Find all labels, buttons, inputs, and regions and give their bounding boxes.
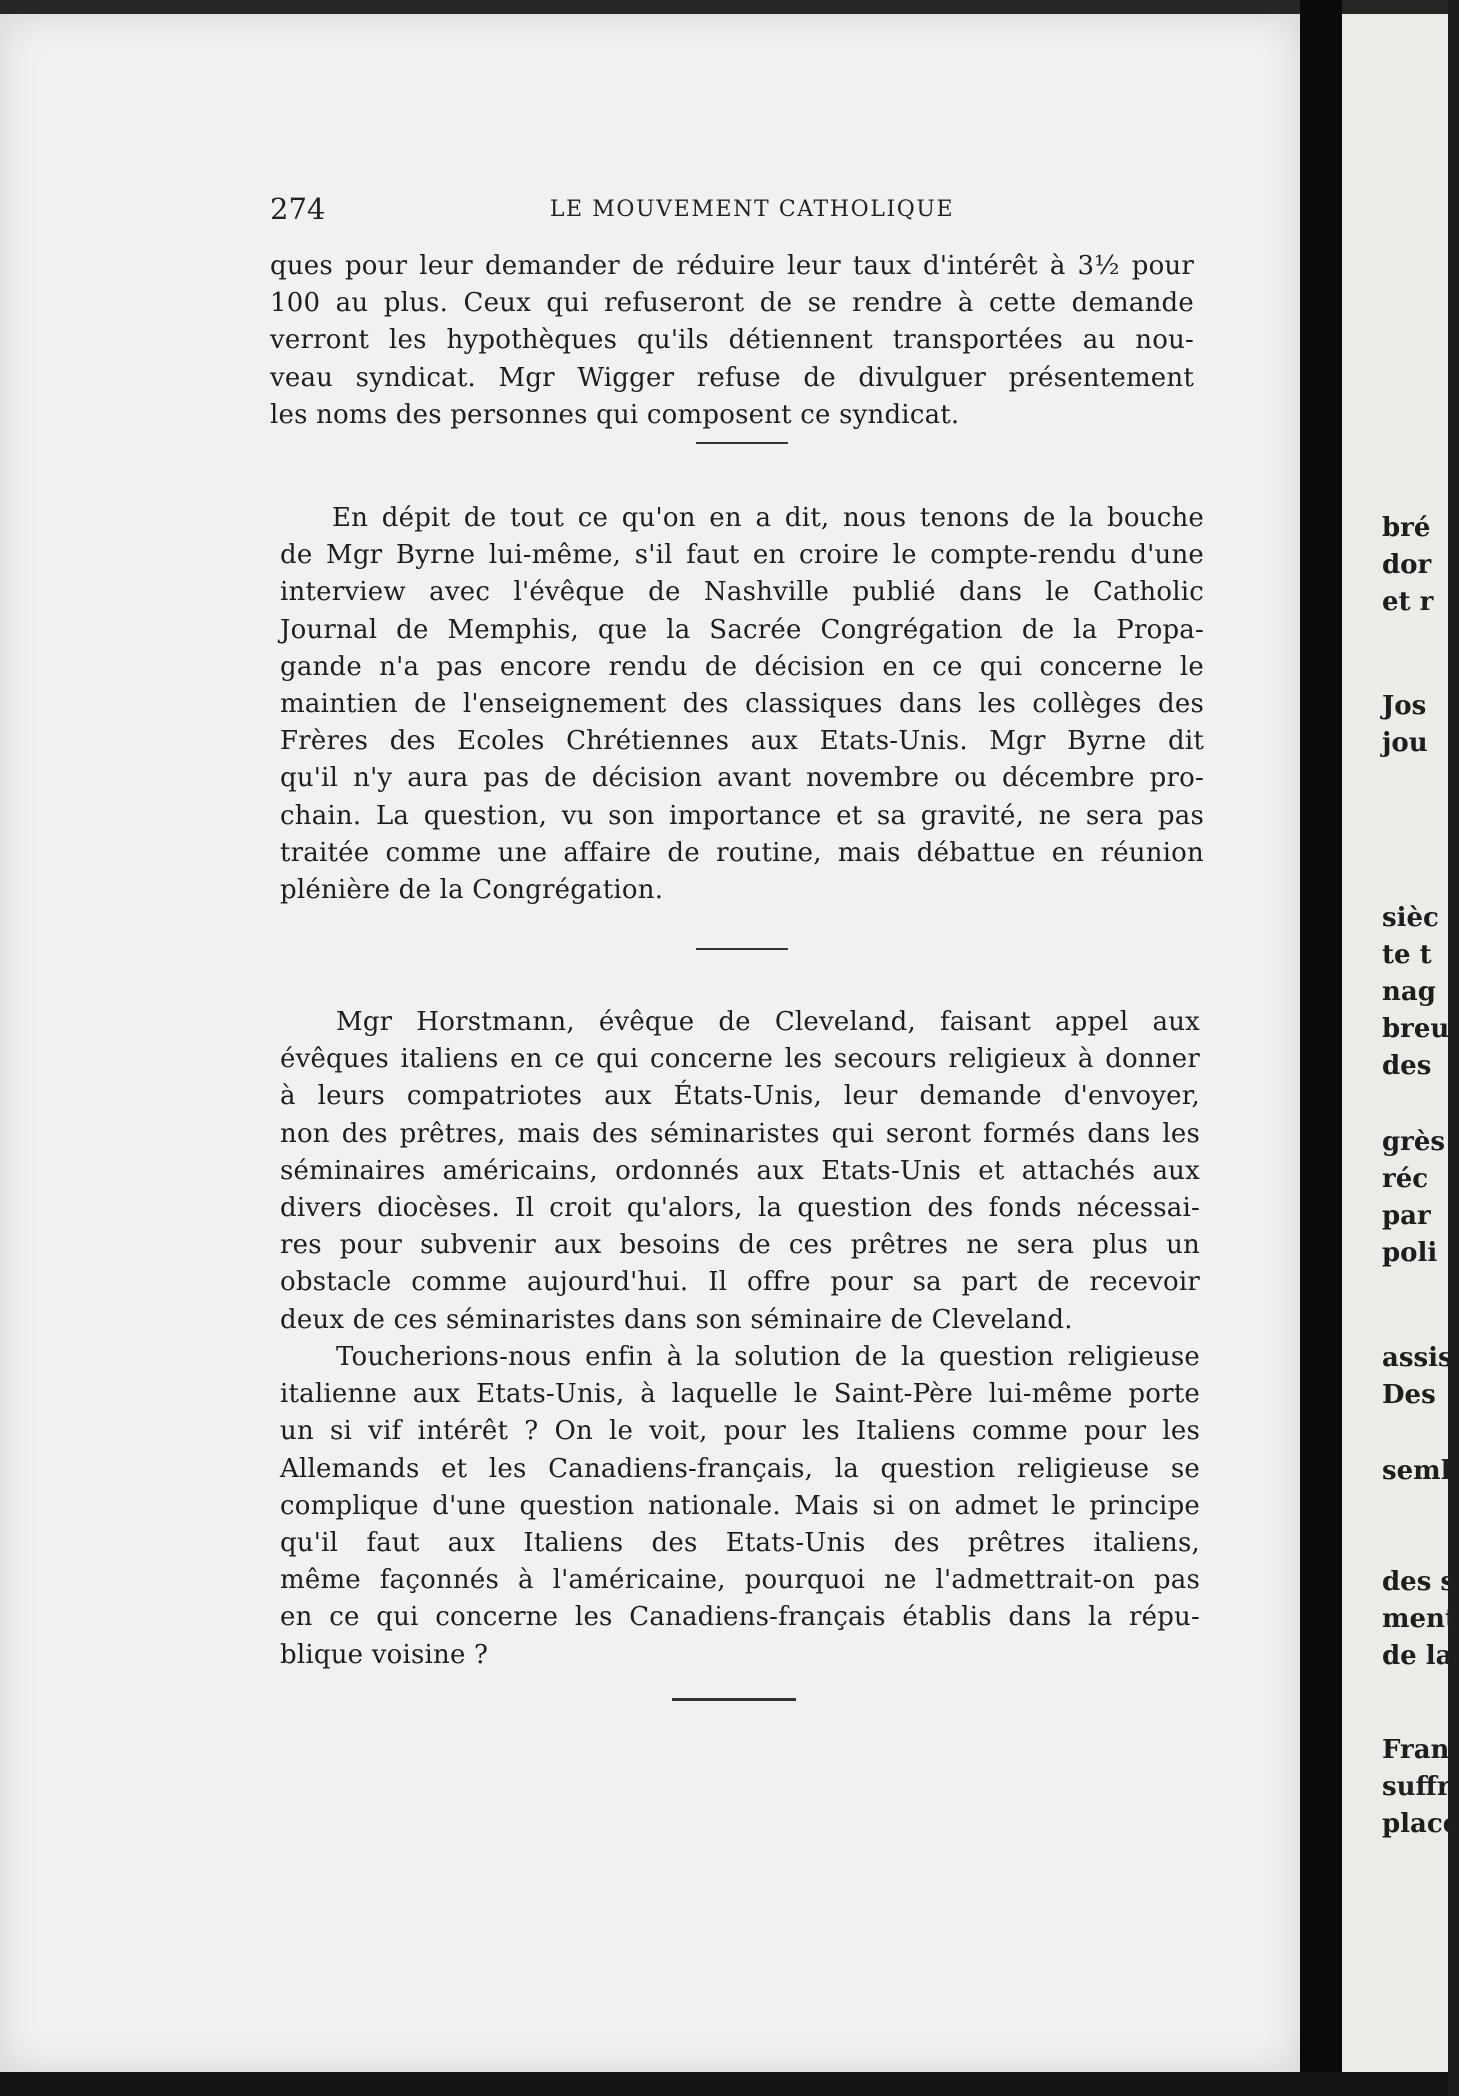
text-line: Allemands et les Canadiens-français, la question religieuse se: [280, 1453, 1200, 1484]
text-fragment: seml: [1382, 1456, 1451, 1486]
text-fragment: breu: [1382, 1014, 1450, 1044]
text-fragment: réc: [1382, 1164, 1429, 1194]
text-line: italienne aux Etats-Unis, à laquelle le Saint-Père lui-même porte: [280, 1379, 1200, 1410]
text-line: un si vif intérêt ? On le voit, pour les Italiens comme pour les: [280, 1416, 1200, 1447]
closing-rule: [672, 1698, 796, 1701]
text-fragment: jou: [1382, 728, 1428, 758]
scan-frame-bottom: [0, 2072, 1448, 2096]
text-line: 100 au plus. Ceux qui refuseront de se rendre à cette demande: [270, 288, 1194, 319]
text-fragment: te t: [1382, 940, 1432, 970]
text-line: blique voisine ?: [280, 1639, 489, 1670]
text-line: Journal de Memphis, que la Sacrée Congrégation de la Propa-: [280, 614, 1204, 645]
text-fragment: Jos: [1382, 691, 1427, 721]
text-fragment: place: [1382, 1809, 1459, 1839]
text-line: même façonnés à l'américaine, pourquoi ne l'admettrait-on pas: [280, 1565, 1200, 1596]
paragraph-4: [280, 1339, 1200, 1674]
text-line: plénière de la Congrégation.: [280, 875, 664, 906]
text-fragment: de la: [1382, 1641, 1453, 1671]
text-line: chain. La question, vu son importance et sa gravité, ne sera pas: [280, 800, 1204, 831]
text-line: évêques italiens en ce qui concerne les secours religieux à donner: [280, 1044, 1200, 1075]
text-line: Toucherions-nous enfin à la solution de la question religieuse: [336, 1342, 1200, 1372]
text-line: obstacle comme aujourd'hui. Il offre pour sa part de recevoir: [280, 1267, 1200, 1298]
book-gutter: [1300, 0, 1342, 2096]
text-fragment: suffr: [1382, 1772, 1451, 1802]
text-fragment: grès: [1382, 1127, 1446, 1157]
text-line: interview avec l'évêque de Nashville publié dans le Catholic: [280, 577, 1204, 608]
text-line: res pour subvenir aux besoins de ces prêtres ne sera plus un: [280, 1230, 1200, 1261]
text-line: traitée comme une affaire de routine, mais débattue en réunion: [280, 837, 1204, 868]
text-fragment: par: [1382, 1201, 1431, 1231]
paragraph-3: [280, 1004, 1200, 1339]
text-fragment: sièc: [1382, 903, 1439, 933]
text-fragment: ment: [1382, 1604, 1457, 1634]
text-line: divers diocèses. Il croit qu'alors, la question des fonds nécessai-: [280, 1193, 1200, 1224]
text-line: qu'il n'y aura pas de décision avant novembre ou décembre pro-: [280, 763, 1204, 794]
section-rule: [696, 442, 788, 444]
text-fragment: Des: [1382, 1380, 1436, 1410]
text-line: Frères des Ecoles Chrétiennes aux Etats-Unis. Mgr Byrne dit: [280, 726, 1204, 757]
text-line: qu'il faut aux Italiens des Etats-Unis des prêtres italiens,: [280, 1528, 1200, 1559]
page-number: 274: [270, 192, 326, 226]
text-line: les noms des personnes qui composent ce syndicat.: [270, 399, 960, 430]
text-line: En dépit de tout ce qu'on en a dit, nous tenons de la bouche: [332, 503, 1204, 533]
text-line: deux de ces séminaristes dans son séminaire de Cleveland.: [280, 1304, 1073, 1335]
text-line: verront les hypothèques qu'ils détiennent transportées au nou-: [270, 325, 1194, 356]
text-line: séminaires américains, ordonnés aux Etats-Unis et attachés aux: [280, 1155, 1200, 1186]
text-fragment: des: [1382, 1051, 1432, 1081]
running-title: LE MOUVEMENT CATHOLIQUE: [549, 197, 955, 222]
text-fragment: et r: [1382, 587, 1434, 617]
text-line: gande n'a pas encore rendu de décision en ce qui concerne le: [280, 651, 1204, 682]
text-fragment: poli: [1382, 1238, 1438, 1268]
text-line: ques pour leur demander de réduire leur taux d'intérêt à 3½ pour: [270, 251, 1194, 281]
text-line: en ce qui concerne les Canadiens-français établis dans la répu-: [280, 1602, 1200, 1633]
section-rule: [696, 948, 788, 950]
left-page: [0, 14, 1300, 2072]
text-fragment: des s: [1382, 1567, 1456, 1597]
text-fragment: bré: [1382, 513, 1431, 543]
text-fragment: assis: [1382, 1343, 1453, 1373]
page-header: [270, 192, 1204, 228]
paragraph-1: [270, 248, 1194, 434]
text-fragment: Fran: [1382, 1735, 1450, 1765]
text-line: à leurs compatriotes aux États-Unis, leur demande d'envoyer,: [280, 1081, 1200, 1112]
text-line: complique d'une question nationale. Mais si on admet le principe: [280, 1490, 1200, 1521]
text-line: non des prêtres, mais des séminaristes qui seront formés dans les: [280, 1118, 1200, 1149]
text-fragment: nag: [1382, 977, 1436, 1007]
text-fragment: dor: [1382, 550, 1432, 580]
text-line: veau syndicat. Mgr Wigger refuse de divulguer présentement: [270, 362, 1194, 393]
text-line: maintien de l'enseignement des classiques dans les collèges des: [280, 689, 1204, 720]
text-line: Mgr Horstmann, évêque de Cleveland, faisant appel aux: [336, 1007, 1200, 1037]
paragraph-2: [280, 500, 1204, 909]
text-line: de Mgr Byrne lui-même, s'il faut en croire le compte-rendu d'une: [280, 540, 1204, 571]
right-page-edge: [1342, 14, 1459, 2072]
